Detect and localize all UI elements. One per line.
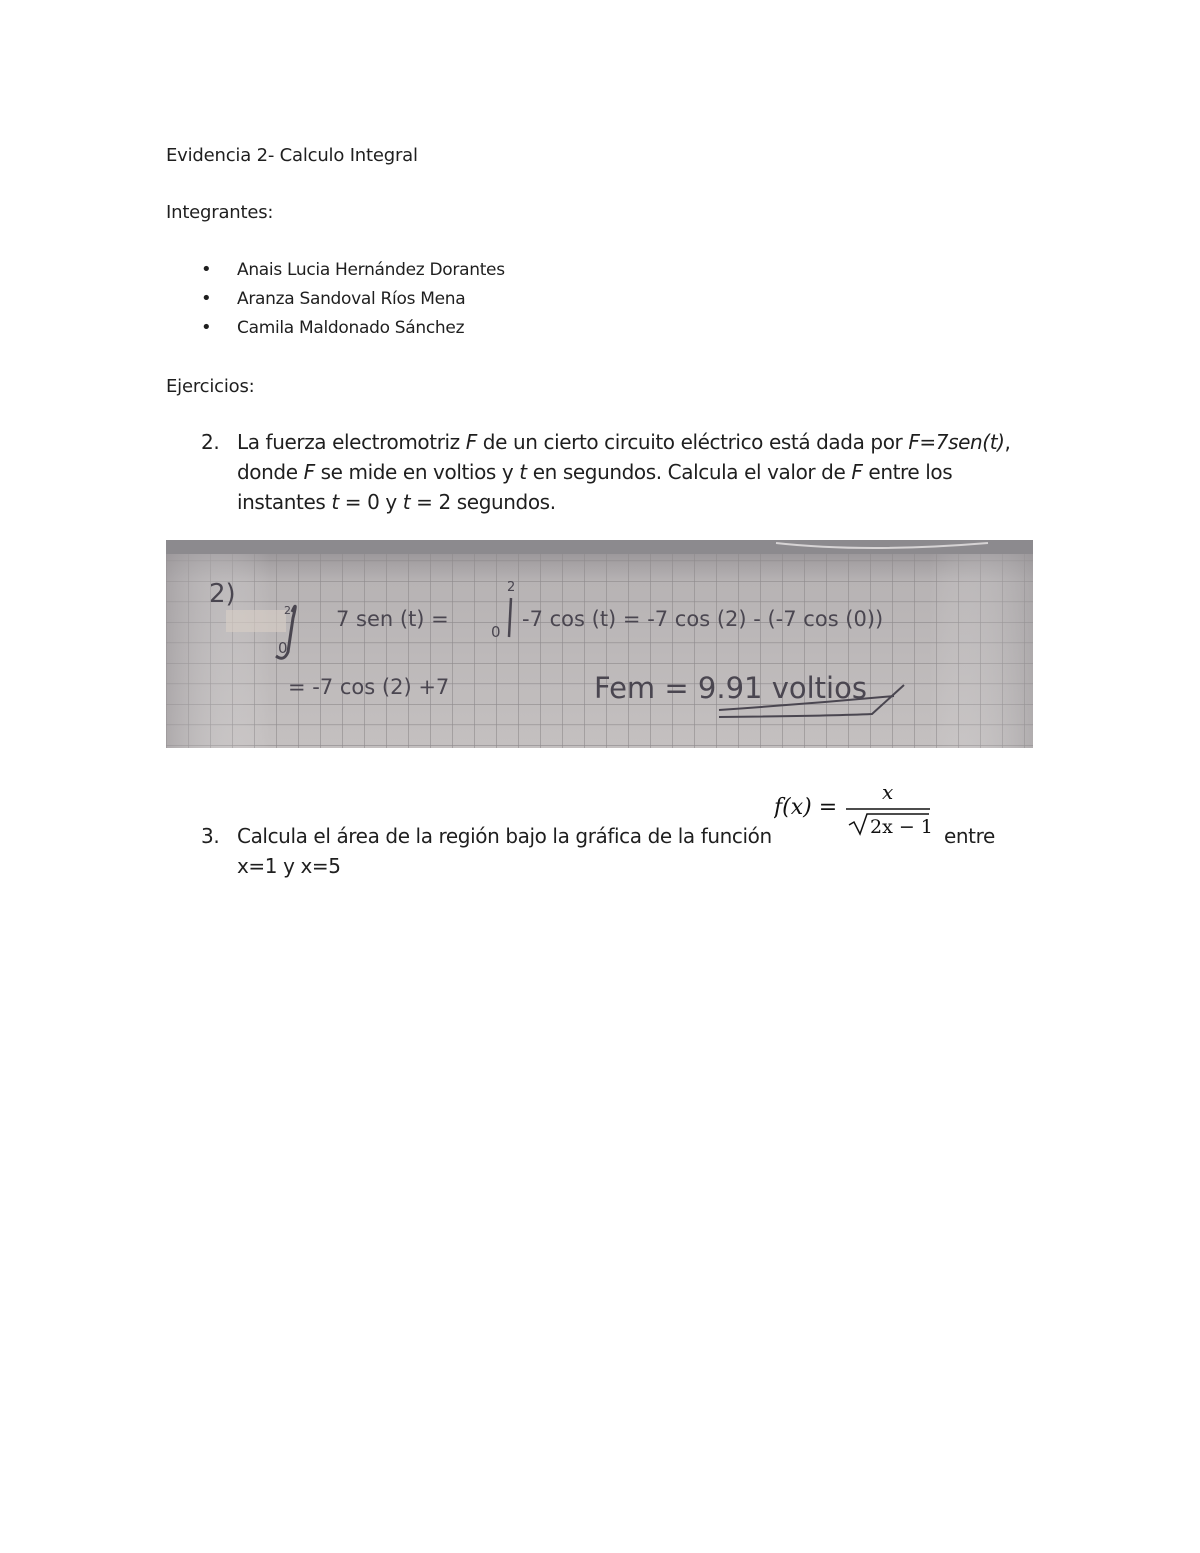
simplified-expression: = -7 cos (2) +7 — [288, 675, 450, 699]
integral-upper-limit: 2 — [284, 604, 291, 617]
formula-denominator: 2x − 1 — [870, 816, 933, 838]
text-run: entre los — [862, 460, 953, 484]
variable-t: t — [402, 490, 411, 514]
variable-F: F — [465, 430, 477, 454]
handwritten-label: 2) — [209, 579, 236, 609]
exercise-text — [237, 427, 1011, 517]
integral-lower-limit: 0 — [278, 639, 288, 657]
member-name: Aranza Sandoval Ríos Mena — [237, 289, 466, 309]
eval-upper-limit: 2 — [507, 580, 516, 595]
result-answer: Fem = 9.91 voltios — [594, 671, 867, 705]
integrand: 7 sen (t) = — [336, 607, 449, 631]
text-run: , — [1004, 430, 1011, 454]
text-run: de un cierto circuito eléctrico está dada por — [476, 430, 909, 454]
formula-numerator: x — [882, 780, 894, 804]
text-run: = 0 y — [338, 490, 403, 514]
entre-text: entre — [944, 824, 995, 848]
eval-lower-limit: 0 — [491, 623, 501, 641]
members-label: Integrantes: — [166, 202, 274, 223]
text-run: en segundos. Calcula el valor de — [526, 460, 852, 484]
exercise-line — [237, 427, 1011, 457]
function-formula — [774, 780, 939, 842]
exercise-line: x=1 y x=5 — [237, 854, 341, 878]
formula-lhs: f(x) = — [774, 795, 838, 820]
variable-t: t — [519, 460, 527, 484]
variable-F: F — [851, 460, 863, 484]
text-run: donde — [237, 460, 304, 484]
text-run: = 2 segundos. — [410, 490, 556, 514]
bullet-icon: • — [201, 288, 212, 309]
antiderivative-evaluation: -7 cos (t) = -7 cos (2) - (-7 cos (0)) — [522, 607, 884, 631]
text-run: La fuerza electromotriz — [237, 430, 466, 454]
exercises-label: Ejercicios: — [166, 376, 255, 397]
member-name: Camila Maldonado Sánchez — [237, 318, 465, 338]
exercise-2 — [166, 427, 1026, 519]
bullet-icon: • — [201, 317, 212, 338]
exercise-number: 3. — [201, 824, 220, 848]
text-run: se mide en voltios y — [314, 460, 520, 484]
exercise-line — [237, 487, 997, 517]
force-formula: F=7sen(t) — [908, 430, 1005, 454]
handwritten-solution-photo — [166, 540, 1033, 748]
member-name: Anais Lucia Hernández Dorantes — [237, 260, 505, 280]
document-title: Evidencia 2- Calculo Integral — [166, 145, 418, 166]
variable-t: t — [331, 490, 339, 514]
exercise-line — [237, 457, 997, 487]
text-run: instantes — [237, 490, 332, 514]
bullet-icon: • — [201, 259, 212, 280]
exercise-line: Calcula el área de la región bajo la gráfica de la función — [237, 824, 772, 848]
variable-F: F — [303, 460, 315, 484]
exercise-number: 2. — [201, 430, 220, 454]
